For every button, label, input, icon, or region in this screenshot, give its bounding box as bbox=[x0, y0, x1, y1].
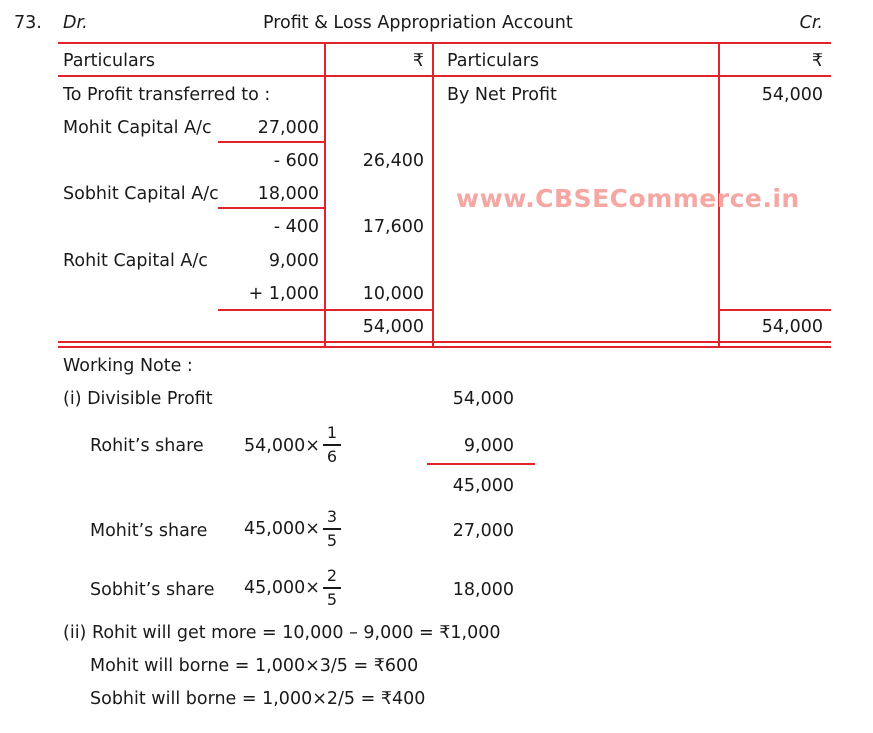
credit-label: Cr. bbox=[799, 13, 823, 33]
rohit-capital-net: 10,000 bbox=[362, 284, 424, 304]
rohit-share-rule bbox=[427, 463, 535, 465]
total-top-rule-right bbox=[718, 309, 831, 311]
table-top-rule bbox=[58, 42, 831, 44]
mohit-capital-adjust: - 600 bbox=[273, 151, 319, 171]
mohit-capital-net: 26,400 bbox=[362, 151, 424, 171]
working-note-title: Working Note : bbox=[63, 356, 193, 376]
question-number: 73. bbox=[14, 13, 42, 33]
sobhit-borne-line: Sobhit will borne = 1,000×2/5 = ₹400 bbox=[90, 689, 426, 709]
remaining-profit: 45,000 bbox=[452, 476, 514, 496]
divisible-profit-amount: 54,000 bbox=[452, 389, 514, 409]
col-header-rupee-right: ₹ bbox=[811, 51, 823, 71]
sobhit-share-label: Sobhit’s share bbox=[90, 580, 215, 600]
sobhit-capital-amount: 18,000 bbox=[257, 184, 319, 204]
rohit-capital-amount: 9,000 bbox=[268, 251, 319, 271]
divisible-profit-label: (i) Divisible Profit bbox=[63, 389, 213, 409]
rohit-share-calc: 54,000× bbox=[244, 436, 320, 456]
mohit-share-fraction: 3 5 bbox=[322, 508, 342, 550]
rohit-share-value: 9,000 bbox=[463, 436, 514, 456]
mohit-sub-rule bbox=[218, 141, 325, 143]
mohit-share-calc: 45,000× bbox=[244, 519, 320, 539]
sobhit-capital-adjust: - 400 bbox=[273, 217, 319, 237]
col-divider-2 bbox=[432, 42, 434, 347]
col-divider-1 bbox=[324, 42, 326, 347]
col-header-particulars-right: Particulars bbox=[447, 51, 540, 71]
rohit-capital-label: Rohit Capital A/c bbox=[63, 251, 208, 271]
total-top-rule-left bbox=[218, 309, 433, 311]
net-profit-label: By Net Profit bbox=[447, 85, 557, 105]
table-bottom-rule-1 bbox=[58, 341, 831, 343]
sobhit-capital-net: 17,600 bbox=[362, 217, 424, 237]
sobhit-share-calc: 45,000× bbox=[244, 578, 320, 598]
table-bottom-rule-2 bbox=[58, 346, 831, 348]
sobhit-sub-rule bbox=[218, 207, 325, 209]
mohit-capital-amount: 27,000 bbox=[257, 118, 319, 138]
col-header-particulars-left: Particulars bbox=[63, 51, 156, 71]
col-header-rupee-left: ₹ bbox=[412, 51, 424, 71]
mohit-share-label: Mohit’s share bbox=[90, 521, 208, 541]
mohit-share-value: 27,000 bbox=[452, 521, 514, 541]
rohit-share-fraction: 1 6 bbox=[322, 424, 342, 466]
header-bottom-rule bbox=[58, 75, 831, 77]
debit-label: Dr. bbox=[63, 13, 88, 33]
sobhit-capital-label: Sobhit Capital A/c bbox=[63, 184, 219, 204]
mohit-capital-label: Mohit Capital A/c bbox=[63, 118, 212, 138]
account-title: Profit & Loss Appropriation Account bbox=[263, 13, 573, 33]
net-profit-amount: 54,000 bbox=[761, 85, 823, 105]
credit-total: 54,000 bbox=[761, 317, 823, 337]
debit-total: 54,000 bbox=[362, 317, 424, 337]
sobhit-share-value: 18,000 bbox=[452, 580, 514, 600]
rohit-share-label: Rohit’s share bbox=[90, 436, 204, 456]
rohit-capital-adjust: + 1,000 bbox=[248, 284, 319, 304]
debit-heading: To Profit transferred to : bbox=[63, 85, 271, 105]
rohit-extra-line: (ii) Rohit will get more = 10,000 – 9,000 = ₹1,000 bbox=[63, 623, 501, 643]
mohit-borne-line: Mohit will borne = 1,000×3/5 = ₹600 bbox=[90, 656, 419, 676]
watermark: www.CBSECommerce.in bbox=[456, 184, 800, 213]
sobhit-share-fraction: 2 5 bbox=[322, 567, 342, 609]
